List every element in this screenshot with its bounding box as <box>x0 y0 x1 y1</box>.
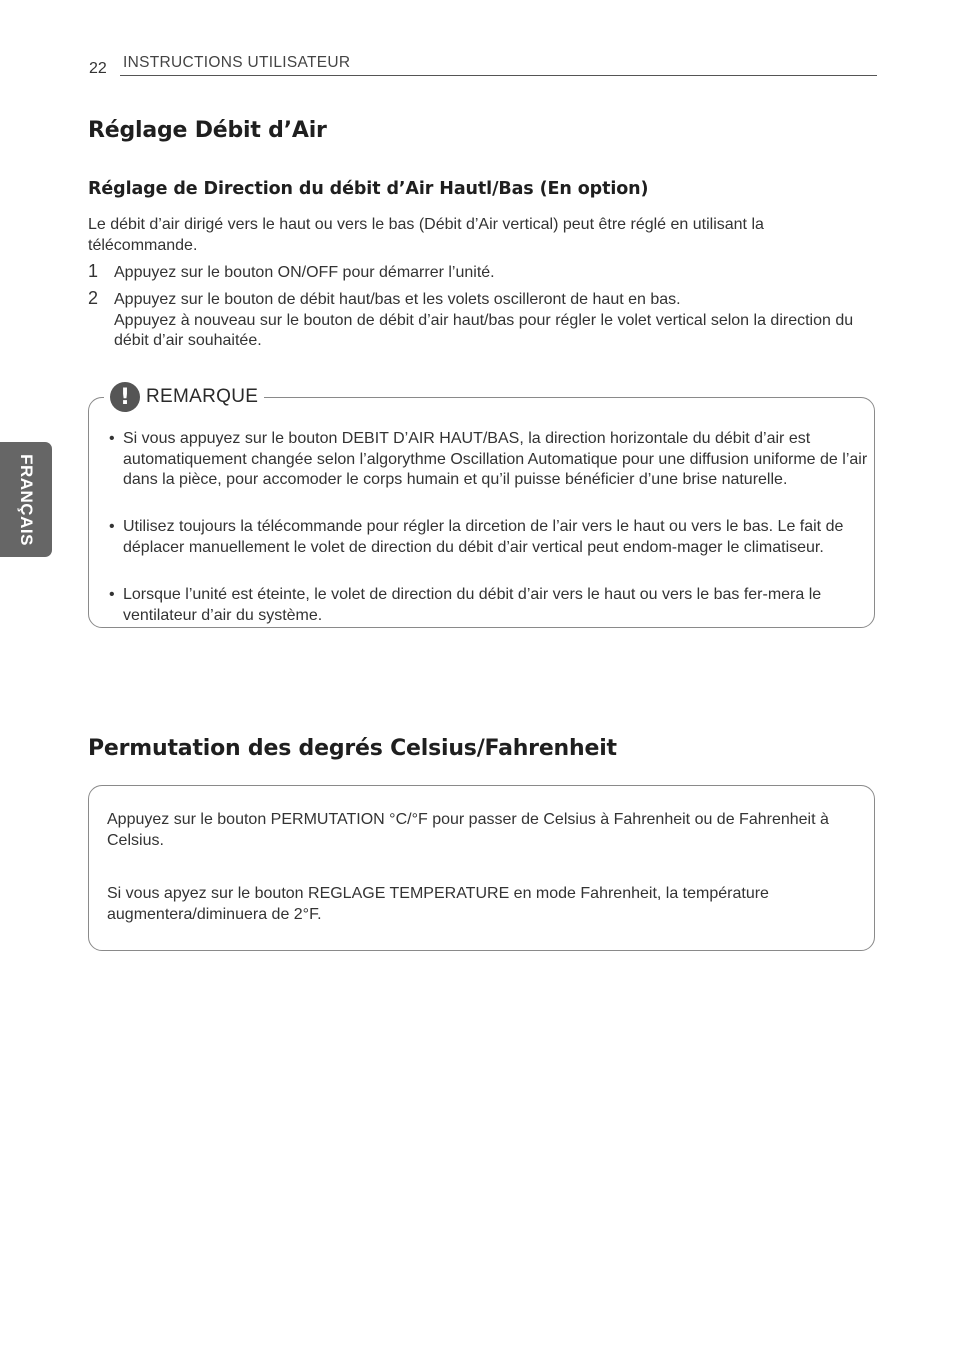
header-section-title: INSTRUCTIONS UTILISATEUR <box>123 54 351 71</box>
section-title-airflow: Réglage Débit d’Air <box>88 118 327 143</box>
exclamation-icon: ! <box>110 382 140 412</box>
intro-paragraph: Le débit d’air dirigé vers le haut ou vers le bas (Débit d’Air vertical) peut être réglé en utilisant la télécommande. <box>88 216 764 254</box>
page-number: 22 <box>89 60 107 77</box>
bullet-dot-icon: • <box>109 430 115 447</box>
section-subtitle-airflow: Réglage de Direction du débit d’Air Hautl/Bas (En option) <box>88 179 649 199</box>
step-text: Appuyez sur le bouton ON/OFF pour démarrer l’unité. <box>114 264 495 281</box>
step-number: 2 <box>88 288 99 308</box>
language-tab-label: FRANÇAIS <box>17 453 36 546</box>
info-paragraph: Appuyez sur le bouton PERMUTATION °C/°F pour passer de Celsius à Fahrenheit ou de Fahrenheit à Celsius. <box>107 811 829 849</box>
note-bullet-text: Si vous appuyez sur le bouton DEBIT D’AIR HAUT/BAS, la direction horizontale du débit d’air est automatiquement changée selon l’algorythme Oscillation Automatique pour une diffusion uniforme de l’air dans la pièce, pour accomoder le corps humain et qu’il puisse bénéficier d’une brise naturelle. <box>123 430 868 488</box>
step-number: 1 <box>88 261 99 281</box>
note-bullet-text: Lorsque l’unité est éteinte, le volet de direction du débit d’air vers le haut ou vers le bas fer-mera le ventilateur d’air du système. <box>123 586 822 624</box>
note-label: REMARQUE <box>146 386 259 407</box>
note-bullet-text: Utilisez toujours la télécommande pour régler la dircetion de l’air vers le haut ou vers le bas. Le fait de déplacer manuellement le volet de direction du débit d’air vertical peut endom-mager le climatiseur. <box>123 518 844 556</box>
bullet-dot-icon: • <box>109 518 115 535</box>
bullet-dot-icon: • <box>109 586 115 603</box>
step-text: Appuyez sur le bouton de débit haut/bas et les volets oscilleront de haut en bas. Appuyez à nouveau sur le bouton de débit d’air haut/bas pour régler le volet vertical selon la direction du débit d’air souhaitée. <box>114 291 854 349</box>
header-divider <box>120 75 877 76</box>
note-header <box>104 382 264 412</box>
language-tab <box>0 442 52 557</box>
section-title-temperature-unit: Permutation des degrés Celsius/Fahrenheit <box>88 736 617 761</box>
info-paragraph: Si vous apyez sur le bouton REGLAGE TEMPERATURE en mode Fahrenheit, la température augmentera/diminuera de 2°F. <box>107 885 769 923</box>
